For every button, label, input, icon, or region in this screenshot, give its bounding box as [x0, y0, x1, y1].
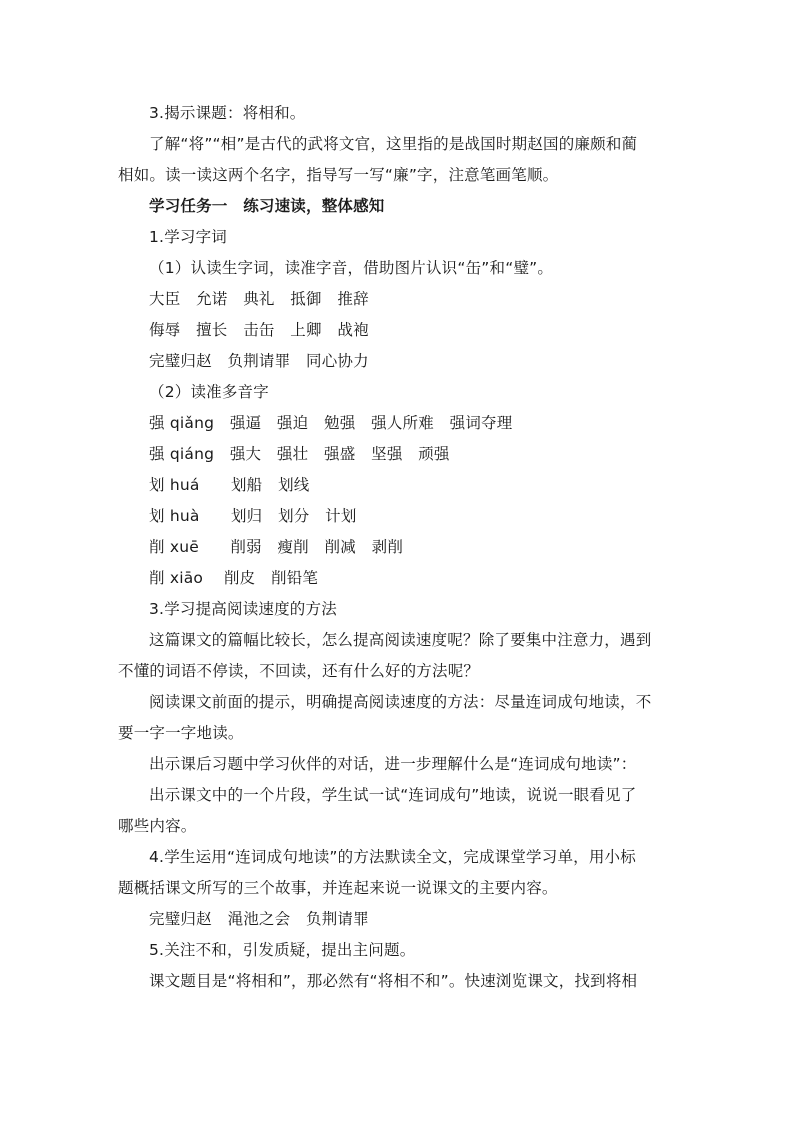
paragraph-line: 这篇课文的篇幅比较长，怎么提高阅读速度呢？除了要集中注意力，遇到: [149, 631, 652, 649]
paragraph-line: （1）认读生字词，读准字音，借助图片认识“缶”和“璧”。: [149, 259, 554, 277]
paragraph-line: 课文题目是“将相和”，那必然有“将相不和”。快速浏览课文，找到将相: [149, 972, 638, 990]
paragraph-line: 阅读课文前面的提示，明确提高阅读速度的方法：尽量连词成句地读，不: [149, 693, 652, 711]
polyphone-row: 削 xuē 削弱 瘦削 削减 剥削: [149, 538, 404, 556]
paragraph-line: 哪些内容。: [118, 817, 197, 835]
word-list-row: 侮辱 擅长 击缶 上卿 战袍: [149, 321, 369, 339]
paragraph-line: 了解“将”“相”是古代的武将文官，这里指的是战国时期赵国的廉颇和蔺: [149, 135, 638, 153]
subheading: 5.关注不和，引发质疑，提出主问题。: [149, 941, 416, 959]
paragraph-line: 出示课文中的一个片段，学生试一试“连词成句”地读，说说一眼看见了: [149, 786, 637, 804]
subheading: （2）读准多音字: [149, 383, 269, 401]
paragraph-line: 出示课后习题中学习伙伴的对话，进一步理解什么是“连词成句地读”：: [149, 755, 637, 773]
task-heading: 学习任务一 练习速读，整体感知: [149, 197, 385, 215]
word-list-row: 完璧归赵 渑池之会 负荆请罪: [149, 910, 369, 928]
polyphone-row: 强 qiáng 强大 强壮 强盛 坚强 顽强: [149, 445, 450, 463]
paragraph-line: 不懂的词语不停读，不回读，还有什么好的方法呢？: [118, 662, 480, 680]
paragraph-line: 4.学生运用“连词成句地读”的方法默读全文，完成课堂学习单，用小标: [149, 848, 636, 866]
subheading: 3.学习提高阅读速度的方法: [149, 600, 337, 618]
polyphone-row: 强 qiǎng 强逼 强迫 勉强 强人所难 强词夺理: [149, 414, 513, 432]
subheading: 1.学习字词: [149, 228, 227, 246]
word-list-row: 完璧归赵 负荆请罪 同心协力: [149, 352, 369, 370]
step-3-title: 3.揭示课题：将相和。: [149, 104, 306, 122]
polyphone-row: 划 huá 划船 划线: [149, 476, 310, 494]
polyphone-row: 削 xiāo 削皮 削铅笔: [149, 569, 319, 587]
paragraph-line: 题概括课文所写的三个故事，并连起来说一说课文的主要内容。: [118, 879, 558, 897]
paragraph-line: 相如。读一读这两个名字，指导写一写“廉”字，注意笔画笔顺。: [118, 166, 559, 184]
paragraph-line: 要一字一字地读。: [118, 724, 244, 742]
polyphone-row: 划 huà 划归 划分 计划: [149, 507, 357, 525]
word-list-row: 大臣 允诺 典礼 抵御 推辞: [149, 290, 369, 308]
